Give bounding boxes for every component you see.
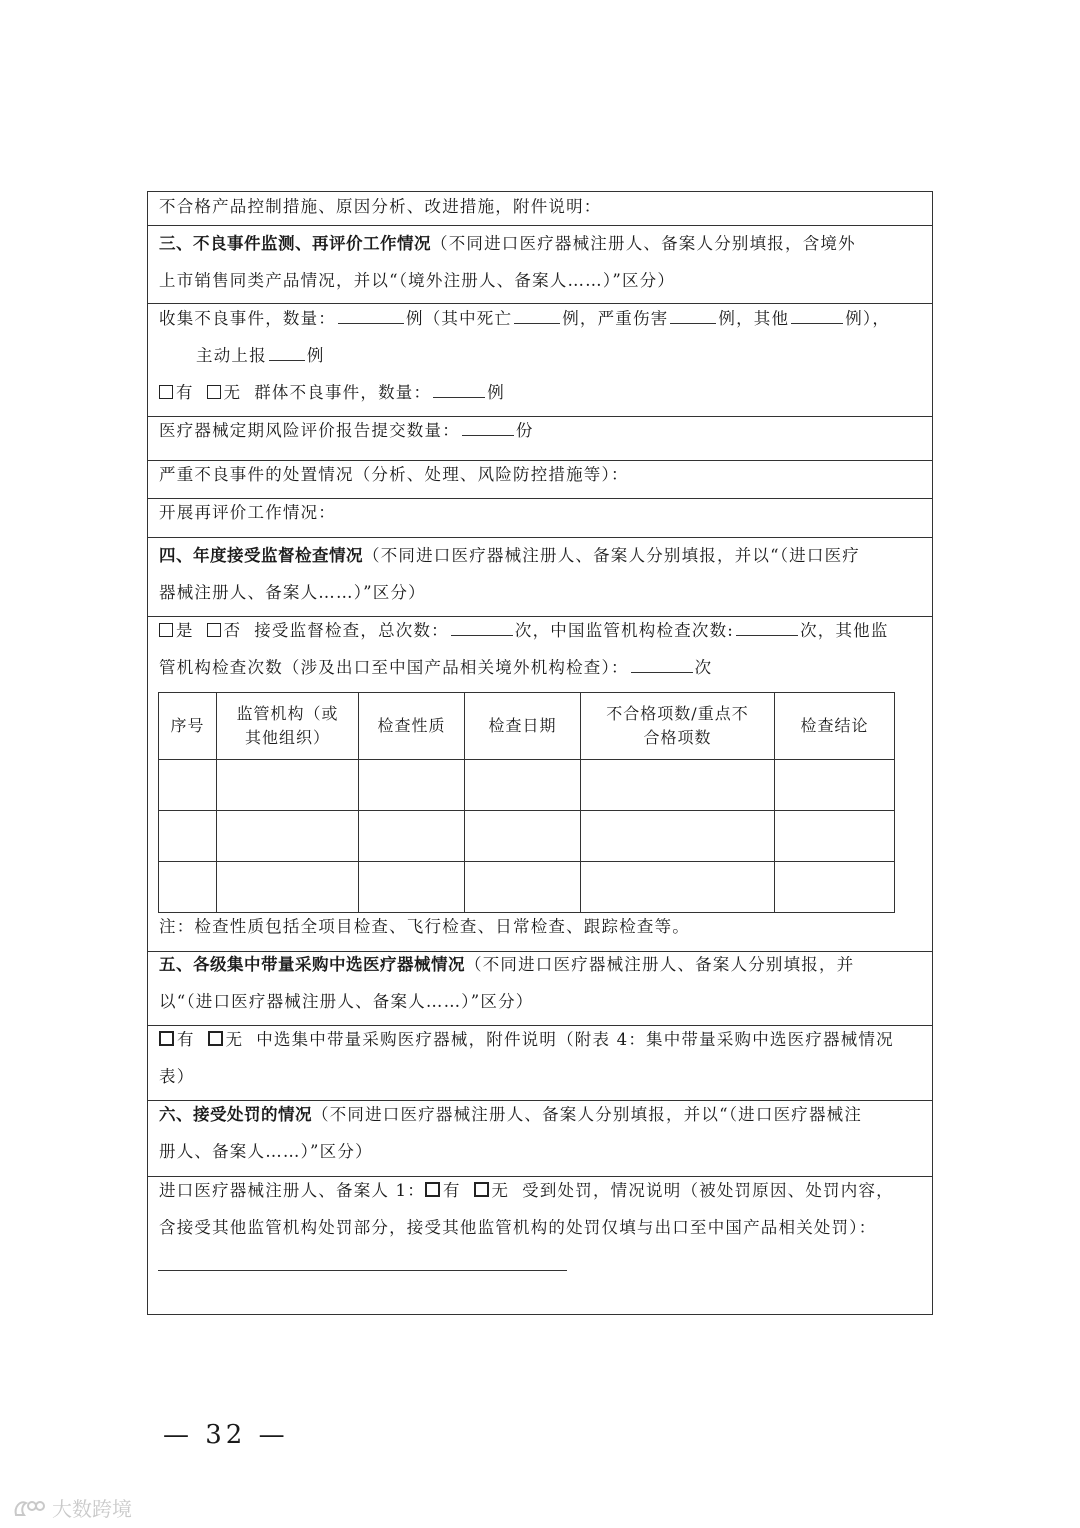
other-inspection-field[interactable]	[631, 656, 693, 673]
col-serial: 序号	[159, 693, 217, 760]
death-count-field[interactable]	[514, 307, 560, 324]
col-inspection-type: 检查性质	[359, 693, 465, 760]
china-inspection-field[interactable]	[736, 619, 798, 636]
col-agency: 监管机构（或 其他组织）	[217, 693, 359, 760]
watermark-logo-icon	[12, 1497, 46, 1519]
watermark-text: 大数跨境	[52, 1497, 132, 1521]
self-report-field[interactable]	[269, 344, 305, 361]
table-header-row	[159, 693, 895, 760]
other-inspection-row: 管机构检查次数（涉及出口至中国产品相关境外机构检查）： 次	[159, 658, 713, 677]
col-conclusion: 检查结论	[775, 693, 895, 760]
section5-title: 五、各级集中带量采购中选医疗器械情况	[159, 955, 465, 974]
adverse-event-collect-row: 收集不良事件，数量： 例（其中死亡 例，严重伤害 例，其他 例），	[159, 309, 891, 328]
penalty-yes-checkbox[interactable]	[425, 1182, 440, 1197]
other-count-field[interactable]	[791, 307, 843, 324]
section5-heading-line1: 五、各级集中带量采购中选医疗器械情况（不同进口医疗器械注册人、备案人分别填报，并	[159, 955, 855, 974]
group-event-row: 有 无 群体不良事件，数量： 例	[159, 374, 505, 411]
risk-report-count-field[interactable]	[462, 419, 514, 436]
no-checkbox[interactable]	[207, 385, 221, 399]
table-row	[159, 811, 895, 862]
section3-heading-line1: 三、不良事件监测、再评价工作情况（不同进口医疗器械注册人、备案人分别填报，含境外	[159, 234, 856, 253]
inspected-yes-checkbox[interactable]	[159, 623, 173, 637]
section4-title: 四、年度接受监督检查情况	[159, 546, 363, 565]
penalty-no-checkbox[interactable]	[474, 1182, 489, 1197]
penalty-row: 进口医疗器械注册人、备案人 1： 有 无 受到处罚，情况说明（被处罚原因、处罚内容，	[159, 1181, 894, 1200]
procurement-row: 有 无 中选集中带量采购医疗器械，附件说明（附表 4：集中带量采购中选医疗器械情况	[159, 1021, 894, 1058]
procurement-row-line2: 表）	[159, 1067, 195, 1086]
penalty-row-line2: 含接受其他监管机构处罚部分，接受其他监管机构的处罚仅填与出口至中国产品相关处罚）：	[159, 1218, 877, 1237]
penalty-description-field[interactable]	[158, 1270, 567, 1271]
section6-heading-line1: 六、接受处罚的情况（不同进口医疗器械注册人、备案人分别填报，并以“（进口医疗器械注	[159, 1105, 863, 1124]
section4-heading-line2: 器械注册人、备案人……）”区分）	[159, 583, 426, 602]
report-form	[147, 191, 933, 1315]
section6-heading-line2: 册人、备案人……）”区分）	[159, 1142, 373, 1161]
self-report-row: 主动上报 例	[196, 346, 325, 365]
table-row	[159, 760, 895, 811]
section3-heading-line2: 上市销售同类产品情况，并以“（境外注册人、备案人……）”区分）	[159, 271, 676, 290]
serious-event-handling-row: 严重不良事件的处置情况（分析、处理、风险防控措施等）：	[159, 465, 629, 484]
procure-no-checkbox[interactable]	[208, 1031, 223, 1046]
reevaluation-row: 开展再评价工作情况：	[159, 503, 336, 522]
group-count-field[interactable]	[433, 381, 485, 398]
col-nonconformity: 不合格项数/重点不 合格项数	[581, 693, 775, 760]
inspection-table	[158, 692, 895, 913]
inspected-no-checkbox[interactable]	[207, 623, 221, 637]
page-number: — 32 —	[163, 1420, 289, 1450]
table-row	[159, 862, 895, 913]
yes-checkbox[interactable]	[159, 385, 173, 399]
section3-title: 三、不良事件监测、再评价工作情况	[159, 234, 431, 253]
procure-yes-checkbox[interactable]	[159, 1031, 174, 1046]
serious-injury-field[interactable]	[670, 307, 716, 324]
inspection-note: 注：检查性质包括全项目检查、飞行检查、日常检查、跟踪检查等。	[159, 917, 690, 936]
section6-title: 六、接受处罚的情况	[159, 1105, 312, 1124]
section5-heading-line2: 以“（进口医疗器械注册人、备案人……）”区分）	[159, 992, 534, 1011]
inspection-count-row: 是 否 接受监督检查，总次数： 次，中国监管机构检查次数: 次，其他监	[159, 612, 889, 649]
risk-report-row: 医疗器械定期风险评价报告提交数量： 份	[159, 421, 534, 440]
total-inspection-field[interactable]	[451, 619, 513, 636]
watermark	[12, 1493, 132, 1522]
nonconforming-control-row: 不合格产品控制措施、原因分析、改进措施，附件说明：	[159, 197, 602, 216]
total-count-field[interactable]	[338, 307, 404, 324]
section4-heading-line1: 四、年度接受监督检查情况（不同进口医疗器械注册人、备案人分别填报，并以“（进口医疗	[159, 546, 860, 565]
col-inspection-date: 检查日期	[465, 693, 581, 760]
